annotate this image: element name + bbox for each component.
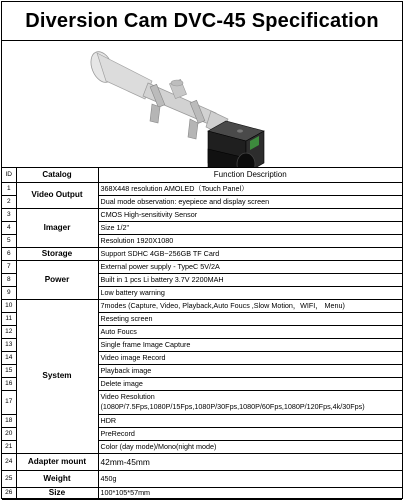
table-header-row — [2, 168, 402, 182]
spec-sheet — [1, 1, 403, 499]
table-row — [2, 299, 402, 312]
row-description: Video image Record — [98, 351, 402, 364]
row-description: Built in 1 pcs Li battery 3.7V 2200MAH — [98, 273, 402, 286]
row-id: 1 — [2, 182, 16, 195]
header-description: Function Description — [98, 168, 402, 182]
row-id: 17 — [2, 390, 16, 414]
row-id: 13 — [2, 338, 16, 351]
row-id: 7 — [2, 260, 16, 273]
camera-top-button — [237, 129, 243, 132]
row-id: 3 — [2, 208, 16, 221]
table-row — [2, 487, 402, 499]
scope-camera-illustration — [2, 41, 402, 167]
row-description: Auto Foucs — [98, 325, 402, 338]
row-description: External power supply - TypeC 5V/2A — [98, 260, 402, 273]
row-description: 450g — [98, 470, 402, 487]
scope-mount-front — [150, 104, 160, 123]
table-row — [2, 247, 402, 260]
scope-objective-bell — [97, 53, 152, 99]
row-description: Resolution 1920X1080 — [98, 234, 402, 247]
row-description: 368X448 resolution AMOLED（Touch Panel） — [98, 182, 402, 195]
row-description: Low battery warning — [98, 286, 402, 299]
group-video-output: Video Output — [16, 182, 98, 208]
row-id: 10 — [2, 299, 16, 312]
row-description: Delete image — [98, 377, 402, 390]
group-storage: Storage — [16, 247, 98, 260]
group-weight: Weight — [16, 470, 98, 487]
row-id: 20 — [2, 427, 16, 440]
scope-mount-rear — [188, 119, 198, 139]
video-resolution-list: (1080P/7.5Fps,1080P/15Fps,1080P/30Fps,1080P/60Fps,1080P/120Fps,4k/30Fps) — [100, 402, 365, 411]
table-row — [2, 260, 402, 273]
spec-table — [2, 168, 402, 500]
row-description: HDR — [98, 414, 402, 427]
row-description: PreRecord — [98, 427, 402, 440]
group-imager: Imager — [16, 208, 98, 247]
header-catalog: Catalog — [16, 168, 98, 182]
row-description: 100*105*57mm — [98, 487, 402, 499]
row-id: 25 — [2, 470, 16, 487]
table-row — [2, 470, 402, 487]
group-adapter-mount: Adapter mount — [16, 453, 98, 470]
row-id: 16 — [2, 377, 16, 390]
row-description: 7modes (Capture, Video, Playback,Auto Foucs ,Slow Motion，WIFI， Menu) — [98, 299, 402, 312]
row-id: 24 — [2, 453, 16, 470]
row-description: Reseting screen — [98, 312, 402, 325]
group-size: Size — [16, 487, 98, 499]
row-description: Dual mode observation: eyepiece and display screen — [98, 195, 402, 208]
row-description: Playback image — [98, 364, 402, 377]
row-description: 42mm-45mm — [98, 453, 402, 470]
group-power: Power — [16, 260, 98, 299]
row-description — [98, 390, 402, 414]
video-resolution-label: Video Resolution — [100, 392, 155, 401]
row-id: 21 — [2, 440, 16, 453]
table-row — [2, 182, 402, 195]
header-id: ID — [2, 168, 16, 182]
row-id: 5 — [2, 234, 16, 247]
group-system: System — [16, 299, 98, 453]
row-description: Color (day mode)/Mono(night mode) — [98, 440, 402, 453]
row-id: 26 — [2, 487, 16, 499]
row-description: Support SDHC 4GB~256GB TF Card — [98, 247, 402, 260]
scope-turret-cap — [171, 80, 183, 86]
table-row — [2, 208, 402, 221]
row-id: 6 — [2, 247, 16, 260]
row-id: 9 — [2, 286, 16, 299]
row-id: 2 — [2, 195, 16, 208]
row-id: 11 — [2, 312, 16, 325]
product-photo — [2, 41, 402, 168]
row-id: 18 — [2, 414, 16, 427]
row-description: Size 1/2" — [98, 221, 402, 234]
row-id: 14 — [2, 351, 16, 364]
row-id: 4 — [2, 221, 16, 234]
row-description: Single frame Image Capture — [98, 338, 402, 351]
row-id: 8 — [2, 273, 16, 286]
row-id: 15 — [2, 364, 16, 377]
table-row — [2, 453, 402, 470]
row-id: 12 — [2, 325, 16, 338]
page-title: Diversion Cam DVC-45 Specification — [2, 2, 402, 41]
row-description: CMOS High-sensitivity Sensor — [98, 208, 402, 221]
